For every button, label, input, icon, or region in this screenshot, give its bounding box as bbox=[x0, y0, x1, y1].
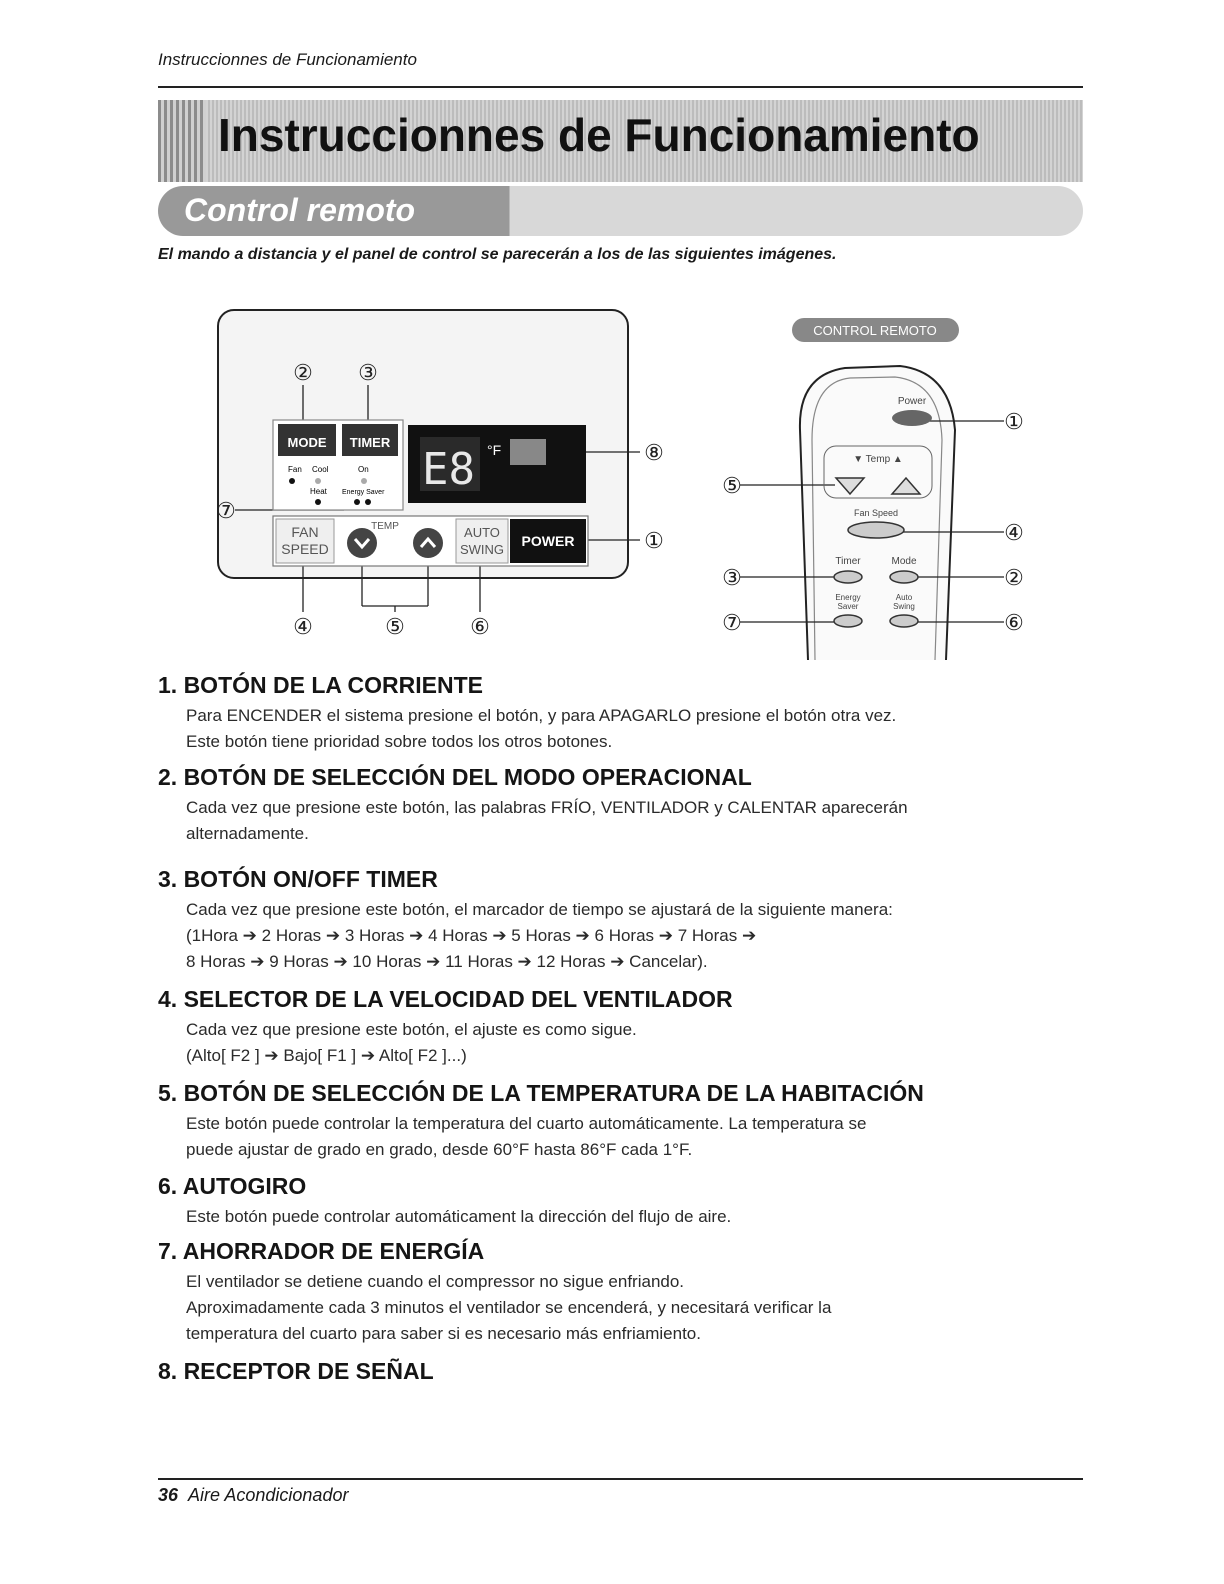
page-title: Instruccionnes de Funcionamiento bbox=[218, 109, 980, 161]
control-panel-figure bbox=[216, 310, 664, 639]
svg-text:Fan: Fan bbox=[288, 465, 302, 474]
svg-text:④: ④ bbox=[1004, 520, 1024, 545]
footer-rule bbox=[158, 1478, 1083, 1480]
section-heading: 7. AHORRADOR DE ENERGÍA bbox=[158, 1238, 485, 1264]
callout-2: ② bbox=[293, 360, 313, 385]
section-5: 5. BOTÓN DE SELECCIÓN DE LA TEMPERATURA DE LA HABITACIÓN Este botón puede controlar la temperatura del cuarto automáticamente. La temperatura se puede ajustar de grado en grado, desde 60°F hasta 86°F cada 1°F. bbox=[158, 1080, 1078, 1163]
section-2: 2. BOTÓN DE SELECCIÓN DEL MODO OPERACIONAL Cada vez que presione este botón, las palabras FRÍO, VENTILADOR y CALENTAR aparecerán alternadamente. bbox=[158, 764, 1078, 847]
svg-text:Cool: Cool bbox=[312, 465, 329, 474]
svg-text:Energy: Energy bbox=[835, 593, 861, 602]
remote-badge: CONTROL REMOTO bbox=[813, 323, 937, 338]
panel-display: E8 bbox=[422, 444, 475, 495]
section-1: 1. BOTÓN DE LA CORRIENTE Para ENCENDER el sistema presione el botón, y para APAGARLO presione el botón otra vez. Este botón tiene prioridad sobre todos los otros botones. bbox=[158, 672, 1078, 755]
illustrations bbox=[0, 0, 1224, 670]
svg-text:⑦: ⑦ bbox=[722, 610, 742, 635]
intro-text: El mando a distancia y el panel de control se parecerán a los de las siguientes imágenes. bbox=[158, 246, 837, 263]
section-3: 3. BOTÓN ON/OFF TIMER Cada vez que presione este botón, el marcador de tiempo se ajustará de la siguiente manera: (1Hora ➔ 2 Horas ➔ 3 Horas ➔ 4 Horas ➔ 5 Horas ➔ 6 Horas ➔ 7 Horas ➔ 8 Horas ➔ 9 Horas ➔ 10 Horas ➔ 11 Horas ➔ 12 Horas ➔ Cancelar). bbox=[158, 866, 1078, 975]
svg-text:Heat: Heat bbox=[310, 487, 327, 496]
svg-text:Energy Saver: Energy Saver bbox=[342, 489, 385, 496]
callout-7: ⑦ bbox=[216, 498, 236, 523]
callout-5: ⑤ bbox=[385, 614, 405, 639]
footer bbox=[158, 1485, 348, 1506]
svg-text:②: ② bbox=[1004, 565, 1024, 590]
svg-text:TEMP: TEMP bbox=[371, 521, 399, 532]
svg-text:Fan Speed: Fan Speed bbox=[853, 508, 899, 518]
callout-1: ① bbox=[644, 528, 664, 553]
section-heading: 8. RECEPTOR DE SEÑAL bbox=[158, 1358, 434, 1384]
page-number: 36 bbox=[158, 1485, 179, 1505]
svg-text:On: On bbox=[358, 465, 369, 474]
svg-text:SWING: SWING bbox=[459, 542, 505, 557]
section-8 bbox=[158, 1358, 1078, 1385]
running-head: Instruccionnes de Funcionamiento bbox=[158, 50, 417, 69]
section-6: 6. AUTOGIRO Este botón puede controlar automáticament la dirección del flujo de aire. bbox=[158, 1173, 1078, 1230]
svg-text:Timer: Timer bbox=[835, 556, 861, 567]
panel-timer-button: TIMER bbox=[349, 435, 391, 450]
svg-text:⑤: ⑤ bbox=[722, 473, 742, 498]
section-heading: 5. BOTÓN DE SELECCIÓN DE LA TEMPERATURA DE LA HABITACIÓN bbox=[158, 1080, 924, 1106]
remote-control-figure bbox=[722, 318, 1024, 660]
svg-text:▼ Temp ▲: ▼ Temp ▲ bbox=[853, 454, 903, 465]
panel-fan-speed-button: FAN bbox=[291, 524, 319, 540]
svg-text:°F: °F bbox=[487, 442, 502, 458]
svg-text:Saver: Saver bbox=[837, 602, 859, 611]
remote-fan-speed-button bbox=[848, 522, 904, 538]
svg-text:Mode: Mode bbox=[891, 556, 917, 567]
svg-text:Swing: Swing bbox=[893, 602, 915, 611]
callout-3: ③ bbox=[358, 360, 378, 385]
svg-text:⑥: ⑥ bbox=[1004, 610, 1024, 635]
svg-text:Auto: Auto bbox=[895, 593, 913, 602]
remote-power-button bbox=[892, 410, 932, 426]
section-4: 4. SELECTOR DE LA VELOCIDAD DEL VENTILADOR Cada vez que presione este botón, el ajuste es como sigue. (Alto[ F2 ] ➔ Bajo[ F1 ] ➔ Alto[ F2 ]...) bbox=[158, 986, 1078, 1069]
section-heading: 1. BOTÓN DE LA CORRIENTE bbox=[158, 672, 483, 698]
section-title: Control remoto bbox=[184, 192, 416, 228]
svg-text:①: ① bbox=[1004, 409, 1024, 434]
section-heading: 4. SELECTOR DE LA VELOCIDAD DEL VENTILADOR bbox=[158, 986, 733, 1012]
panel-mode-button: MODE bbox=[287, 435, 327, 450]
panel-power-button: POWER bbox=[521, 533, 575, 549]
footer-title: Aire Acondicionador bbox=[188, 1485, 349, 1505]
svg-text:Power: Power bbox=[897, 396, 927, 407]
section-heading: 2. BOTÓN DE SELECCIÓN DEL MODO OPERACIONAL bbox=[158, 764, 752, 790]
section-heading: 3. BOTÓN ON/OFF TIMER bbox=[158, 866, 438, 892]
panel-auto-swing-button: AUTO bbox=[464, 525, 500, 540]
svg-text:SPEED: SPEED bbox=[281, 541, 329, 557]
callout-8: ⑧ bbox=[644, 440, 664, 465]
callout-6: ⑥ bbox=[470, 614, 490, 639]
section-heading: 6. AUTOGIRO bbox=[158, 1173, 307, 1199]
svg-text:③: ③ bbox=[722, 565, 742, 590]
callout-4: ④ bbox=[293, 614, 313, 639]
section-7: 7. AHORRADOR DE ENERGÍA El ventilador se detiene cuando el compressor no sigue enfriando. Aproximadamente cada 3 minutos el ventilador se encenderá, y necesitará verificar la temperatura del cuarto para saber si es necesario más enfriamiento. bbox=[158, 1238, 1078, 1347]
